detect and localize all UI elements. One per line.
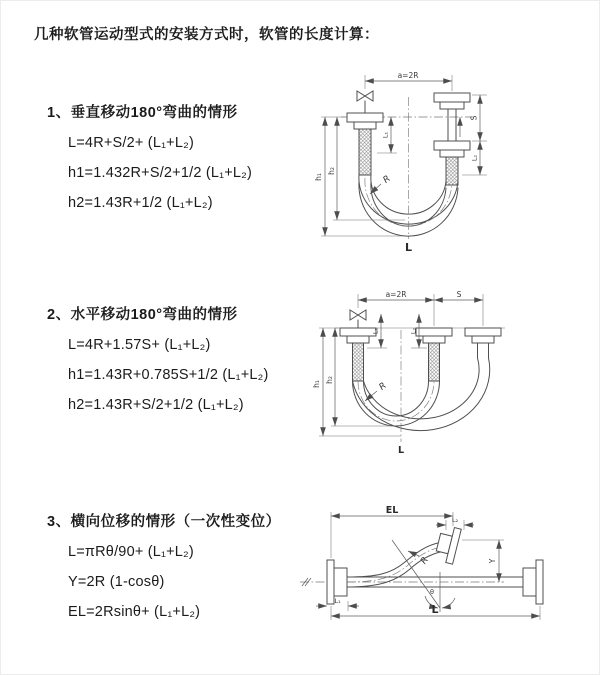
flange-neck	[423, 336, 445, 343]
flange-hub	[523, 568, 536, 596]
diagram-lateral-displacement	[294, 504, 599, 659]
dim-label-h1: h₁	[314, 173, 323, 181]
dim-label-h2: h₂	[327, 167, 336, 175]
flange	[536, 560, 543, 604]
braided-hose-section	[429, 343, 440, 381]
diagram-vertical-movement-180	[307, 67, 582, 262]
dim-label-l2: L₂	[451, 516, 459, 524]
page-title: 几种软管运动型式的安装方式时，软管的长度计算：	[34, 27, 379, 43]
displaced-hose-s-curve	[347, 525, 461, 587]
radius-label-R: R	[419, 555, 431, 567]
dim-label-y: Y	[488, 558, 497, 564]
section-3	[47, 512, 317, 627]
section-3-formula-l: L=πRθ/90+ (L₁+L₂)	[68, 544, 194, 560]
dim-label-l2: L₂	[409, 327, 418, 335]
dim-label-el: EL	[385, 505, 399, 516]
dim-label-a2r: a=2R	[397, 71, 419, 80]
radius-leader	[365, 381, 389, 401]
section-1-formula-l: L=4R+S/2+ (L₁+L₂)	[68, 135, 194, 151]
section-2-formula-h1: h1=1.43R+0.785S+1/2 (L₁+L₂)	[68, 367, 269, 383]
dim-label-l2: L₂	[470, 154, 479, 162]
flange-neck	[354, 122, 376, 129]
section-1-heading: 1、垂直移动180°弯曲的情形	[47, 105, 238, 121]
left-pipe-assembly	[347, 113, 383, 175]
middle-pipe-assembly	[416, 328, 452, 381]
dimension-el	[331, 505, 453, 558]
radius-leader	[370, 174, 393, 194]
section-2	[47, 305, 317, 420]
valve-icon	[350, 310, 366, 328]
right-pipe-assembly-shifted	[465, 328, 501, 358]
dimension-y	[462, 540, 504, 582]
braided-hose-section	[359, 129, 371, 175]
flange-neck	[347, 336, 369, 343]
section-2-heading: 2、水平移动180°弯曲的情形	[47, 307, 238, 323]
flange-neck	[440, 150, 464, 157]
section-1-formula-h1: h1=1.432R+S/2+1/2 (L₁+L₂)	[68, 165, 253, 181]
dim-label-s: S	[469, 115, 479, 121]
dimension-l	[331, 603, 540, 620]
flange-neck	[440, 102, 464, 109]
diagram-horizontal-movement-180	[301, 284, 596, 469]
section-1-formula-h2: h2=1.43R+1/2 (L₁+L₂)	[68, 195, 213, 211]
section-1	[47, 103, 317, 218]
dimension-a2r	[358, 290, 434, 326]
dim-label-l: L	[431, 603, 439, 616]
dimension-l1	[316, 597, 359, 611]
section-3-formula-y: Y=2R (1-cosθ)	[68, 574, 165, 590]
dim-label-s: S	[456, 290, 462, 299]
flange	[434, 141, 470, 150]
section-3-heading: 3、横向位移的情形（一次性变位）	[47, 514, 281, 530]
angle-label-theta: θ	[430, 588, 434, 596]
length-label-L: L	[397, 445, 405, 456]
flange	[416, 328, 452, 336]
radius-label-R: R	[381, 174, 393, 186]
length-label-L: L	[404, 241, 413, 254]
dim-label-l1: L₁	[371, 327, 380, 335]
valve-icon	[357, 91, 373, 113]
radius-label-R: R	[377, 381, 389, 393]
section-2-formula-l: L=4R+1.57S+ (L₁+L₂)	[68, 337, 211, 353]
dim-label-l1: L₁	[334, 597, 341, 605]
dim-label-h1: h₁	[312, 380, 321, 388]
dimension-a2r	[365, 71, 452, 91]
flange	[434, 93, 470, 102]
dimension-s	[434, 290, 483, 326]
dim-label-a2r: a=2R	[385, 290, 407, 299]
flange	[347, 113, 383, 122]
dim-label-l1: L₁	[381, 131, 390, 139]
flange-neck	[472, 336, 494, 343]
flange	[327, 560, 334, 604]
section-3-formula-el: EL=2Rsinθ+ (L₁+L₂)	[68, 604, 201, 620]
dim-label-h2: h₂	[325, 376, 334, 384]
braided-hose-section	[446, 157, 458, 185]
section-2-formula-h2: h2=1.43R+S/2+1/2 (L₁+L₂)	[68, 397, 244, 413]
braided-hose-section	[353, 343, 364, 381]
radius-leader	[408, 551, 431, 566]
flange-hub	[334, 568, 347, 596]
left-pipe-assembly	[340, 328, 376, 381]
displaced-flange-assembly	[434, 525, 461, 565]
right-pipe-assembly	[434, 93, 470, 185]
flange	[465, 328, 501, 336]
dimension-s	[470, 95, 488, 141]
